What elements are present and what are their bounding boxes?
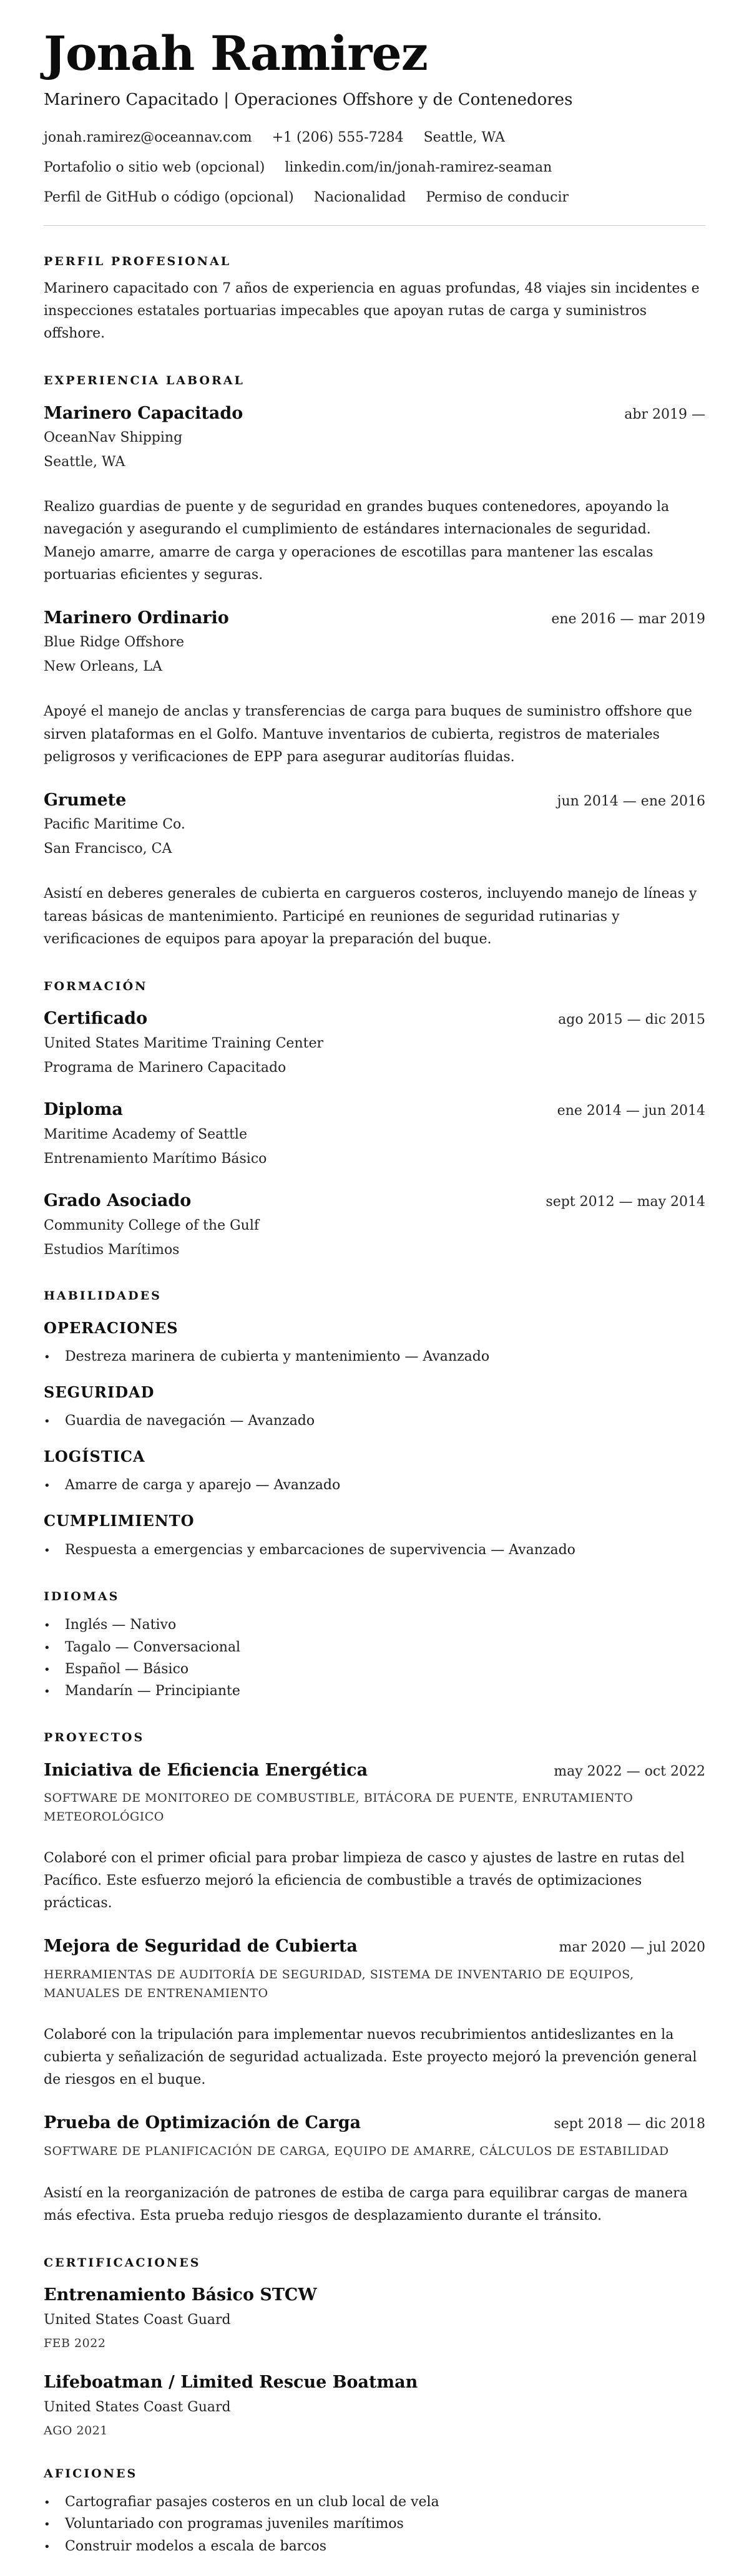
bullet-icon: •	[44, 1684, 51, 1698]
education-entry	[44, 1099, 705, 1169]
profile-summary: Marinero capacitado con 7 años de experiencia en aguas profundas, 48 viajes sin incidentes e inspecciones estatales portuarias impecables que apoyan rutas de carga y suministros offshore.	[44, 280, 700, 341]
resume-header	[44, 26, 705, 208]
hobby-item	[44, 2492, 705, 2513]
project-tools: SOFTWARE DE MONITOREO DE COMBUSTIBLE, BITÁCORA DE PUENTE, ENRUTAMIENTO METEOROLÓGICO	[44, 1791, 634, 1824]
skill-group-name: CUMPLIMIENTO	[44, 1512, 195, 1530]
degree-title: Diploma	[44, 1100, 123, 1120]
hobby-item-text: Voluntariado con programas juveniles marítimos	[65, 2516, 404, 2532]
education-date: sept 2012 — may 2014	[546, 1193, 705, 1210]
section-heading-certificaciones: CERTIFICACIONES	[44, 2255, 201, 2270]
bullet-icon: •	[44, 2540, 51, 2554]
job-description: Realizo guardias de puente y de seguridad en grandes buques contenedores, apoyando la navegación y asegurando el cumplimiento de estándares internacionales de seguridad. Manejo amarre, amarre de carga y operaciones de escotillas para mantener las escalas portuarias eficientes y seguras.	[44, 499, 670, 583]
section-heading-experiencia: EXPERIENCIA LABORAL	[44, 373, 245, 387]
job-entry-header	[44, 608, 705, 629]
job-entry	[44, 403, 705, 586]
bullet-icon: •	[44, 1543, 51, 1557]
project-title: Prueba de Optimización de Carga	[44, 2113, 361, 2133]
section-certificaciones	[44, 2256, 705, 2438]
program-name: Programa de Marinero Capacitado	[44, 1060, 286, 1076]
language-item-text: Inglés — Nativo	[65, 1617, 177, 1633]
bullet-icon: •	[44, 1414, 51, 1428]
program-name: Estudios Marítimos	[44, 1242, 180, 1258]
school-name: Maritime Academy of Seattle	[44, 1126, 247, 1142]
project-entry-header	[44, 1936, 705, 1957]
hobby-list	[44, 2492, 705, 2557]
linkedin-text: linkedin.com/in/jonah-ramirez-seaman	[285, 159, 552, 175]
skill-list	[44, 1411, 705, 1432]
school-name: United States Maritime Training Center	[44, 1036, 323, 1052]
candidate-name: Jonah Ramirez	[44, 26, 428, 81]
job-date: jun 2014 — ene 2016	[557, 793, 705, 809]
portfolio-text: Portafolio o sitio web (opcional)	[44, 159, 265, 175]
skill-group-operaciones	[44, 1318, 705, 1368]
job-date: ene 2016 — mar 2019	[551, 611, 705, 627]
location-text: Seattle, WA	[423, 129, 505, 145]
project-title: Iniciativa de Eficiencia Energética	[44, 1760, 368, 1780]
skill-group-seguridad	[44, 1383, 705, 1432]
job-date: abr 2019 —	[624, 406, 705, 422]
degree-title: Grado Asociado	[44, 1190, 192, 1210]
section-heading-aficiones: AFICIONES	[44, 2466, 138, 2481]
certification-title: Lifeboatman / Limited Rescue Boatman	[44, 2373, 418, 2392]
certification-entry	[44, 2372, 705, 2438]
skill-item-text: Guardia de navegación — Avanzado	[65, 1412, 315, 1429]
section-formacion	[44, 979, 705, 1260]
language-list	[44, 1615, 705, 1701]
skill-item-text: Amarre de carga y aparejo — Avanzado	[65, 1477, 341, 1494]
education-entry-header	[44, 1099, 705, 1120]
bullet-icon: •	[44, 1479, 51, 1493]
hobby-item	[44, 2514, 705, 2535]
project-entry	[44, 2112, 705, 2227]
section-heading-perfil: PERFIL PROFESIONAL	[44, 254, 232, 268]
education-date: ago 2015 — dic 2015	[558, 1012, 705, 1028]
job-location: New Orleans, LA	[44, 659, 162, 675]
bullet-icon: •	[44, 1641, 51, 1655]
hobby-item	[44, 2536, 705, 2557]
job-description: Asistí en deberes generales de cubierta en cargueros costeros, incluyendo manejo de líneas y tareas básicas de mantenimiento. Participé en reuniones de seguridad rutinarias y verificaciones de equipos para apoyar la preparación del buque.	[44, 886, 697, 947]
language-item-text: Español — Básico	[65, 1661, 189, 1677]
certification-entry	[44, 2285, 705, 2351]
skill-list	[44, 1475, 705, 1496]
project-description: Colaboré con el primer oficial para probar limpieza de casco y ajustes de lastre en rutas del Pacífico. Este esfuerzo mejoró la eficiencia de combustible a través de optimizaciones prácticas.	[44, 1850, 685, 1912]
certification-issuer: United States Coast Guard	[44, 2399, 231, 2415]
job-title: Marinero Capacitado	[44, 403, 243, 423]
language-item-text: Tagalo — Conversacional	[65, 1639, 241, 1655]
education-entry-header	[44, 1190, 705, 1212]
job-title: Grumete	[44, 790, 127, 810]
section-perfil-profesional	[44, 255, 705, 345]
job-entry	[44, 790, 705, 951]
skill-item-text: Destreza marinera de cubierta y mantenimiento — Avanzado	[65, 1348, 490, 1364]
bullet-icon: •	[44, 2518, 51, 2532]
skill-group-name: SEGURIDAD	[44, 1383, 155, 1401]
job-entry-header	[44, 403, 705, 424]
job-location: San Francisco, CA	[44, 841, 172, 857]
skill-item	[44, 1540, 705, 1561]
language-item	[44, 1659, 705, 1680]
skill-list	[44, 1346, 705, 1368]
job-company: Blue Ridge Offshore	[44, 634, 185, 651]
school-name: Community College of the Gulf	[44, 1217, 260, 1233]
section-heading-proyectos: PROYECTOS	[44, 1730, 145, 1744]
hobby-item-text: Cartografiar pasajes costeros en un club local de vela	[65, 2494, 439, 2510]
section-habilidades	[44, 1289, 705, 1561]
project-entry-header	[44, 2112, 705, 2134]
section-heading-habilidades: HABILIDADES	[44, 1288, 162, 1303]
education-entry	[44, 1190, 705, 1260]
program-name: Entrenamiento Marítimo Básico	[44, 1150, 267, 1167]
skill-group-name: LOGÍSTICA	[44, 1447, 145, 1466]
candidate-title: Marinero Capacitado | Operaciones Offshore y de Contenedores	[44, 90, 573, 109]
section-aficiones	[44, 2467, 705, 2557]
bullet-icon: •	[44, 2496, 51, 2510]
contact-row-2	[44, 157, 705, 178]
skill-group-cumplimiento	[44, 1511, 705, 1560]
project-tools: HERRAMIENTAS DE AUDITORÍA DE SEGURIDAD, SISTEMA DE INVENTARIO DE EQUIPOS, MANUALES DE ENTRENAMIENTO	[44, 1968, 634, 2000]
language-item-text: Mandarín — Principiante	[65, 1683, 240, 1699]
language-item	[44, 1637, 705, 1658]
bullet-icon: •	[44, 1663, 51, 1676]
section-experiencia-laboral	[44, 374, 705, 951]
project-date: mar 2020 — jul 2020	[559, 1940, 705, 1956]
job-title: Marinero Ordinario	[44, 608, 229, 628]
nationality-text: Nacionalidad	[313, 189, 406, 205]
job-entry-header	[44, 790, 705, 811]
certification-date: AGO 2021	[44, 2423, 108, 2437]
skill-item-text: Respuesta a emergencias y embarcaciones de supervivencia — Avanzado	[65, 1542, 575, 1558]
degree-title: Certificado	[44, 1009, 148, 1029]
project-tools: SOFTWARE DE PLANIFICACIÓN DE CARGA, EQUIPO DE AMARRE, CÁLCULOS DE ESTABILIDAD	[44, 2144, 669, 2159]
certification-title: Entrenamiento Básico STCW	[44, 2285, 317, 2305]
contact-row-1	[44, 127, 705, 148]
education-entry	[44, 1008, 705, 1078]
project-title: Mejora de Seguridad de Cubierta	[44, 1937, 358, 1956]
phone-text: +1 (206) 555-7284	[272, 129, 404, 145]
driving-permit-text: Permiso de conducir	[426, 189, 569, 205]
job-entry	[44, 608, 705, 769]
project-date: sept 2018 — dic 2018	[554, 2116, 705, 2132]
skill-group-name: OPERACIONES	[44, 1318, 179, 1337]
project-entry	[44, 1760, 705, 1915]
skill-item	[44, 1475, 705, 1496]
bullet-icon: •	[44, 1350, 51, 1364]
certification-issuer: United States Coast Guard	[44, 2312, 231, 2328]
language-item	[44, 1681, 705, 1702]
hobby-item-text: Construir modelos a escala de barcos	[65, 2538, 327, 2554]
skill-item	[44, 1346, 705, 1368]
section-idiomas	[44, 1590, 705, 1702]
skill-group-logistica	[44, 1447, 705, 1496]
project-entry	[44, 1936, 705, 2091]
skill-item	[44, 1411, 705, 1432]
github-text: Perfil de GitHub o código (opcional)	[44, 189, 294, 205]
section-heading-idiomas: IDIOMAS	[44, 1589, 120, 1603]
project-entry-header	[44, 1760, 705, 1781]
education-entry-header	[44, 1008, 705, 1029]
job-description: Apoyé el manejo de anclas y transferencias de carga para buques de suministro offshore que sirven plataformas en el Golfo. Mantuve inventarios de cubierta, registros de materiales peligrosos y verificaciones de EPP para asegurar auditorías fluidas.	[44, 704, 692, 765]
job-location: Seattle, WA	[44, 454, 125, 470]
certification-date: FEB 2022	[44, 2336, 106, 2351]
bullet-icon: •	[44, 1619, 51, 1633]
education-date: ene 2014 — jun 2014	[557, 1103, 705, 1119]
skill-list	[44, 1540, 705, 1561]
contact-row-3	[44, 187, 705, 208]
email-text: jonah.ramirez@oceannav.com	[44, 129, 252, 145]
job-company: OceanNav Shipping	[44, 430, 183, 446]
project-date: may 2022 — oct 2022	[554, 1763, 705, 1779]
job-company: Pacific Maritime Co.	[44, 817, 185, 833]
section-heading-formacion: FORMACIÓN	[44, 979, 148, 993]
project-description: Asistí en la reorganización de patrones de estiba de carga para equilibrar cargas de manera más efectiva. Esta prueba redujo riesgos de desplazamiento durante el tránsito.	[44, 2185, 688, 2224]
project-description: Colaboré con la tripulación para implementar nuevos recubrimientos antideslizantes en la cubierta y señalización de seguridad actualizada. Este proyecto mejoró la prevención general de riesgos en el buque.	[44, 2027, 697, 2088]
language-item	[44, 1615, 705, 1636]
header-divider	[44, 225, 705, 226]
section-proyectos	[44, 1731, 705, 2227]
